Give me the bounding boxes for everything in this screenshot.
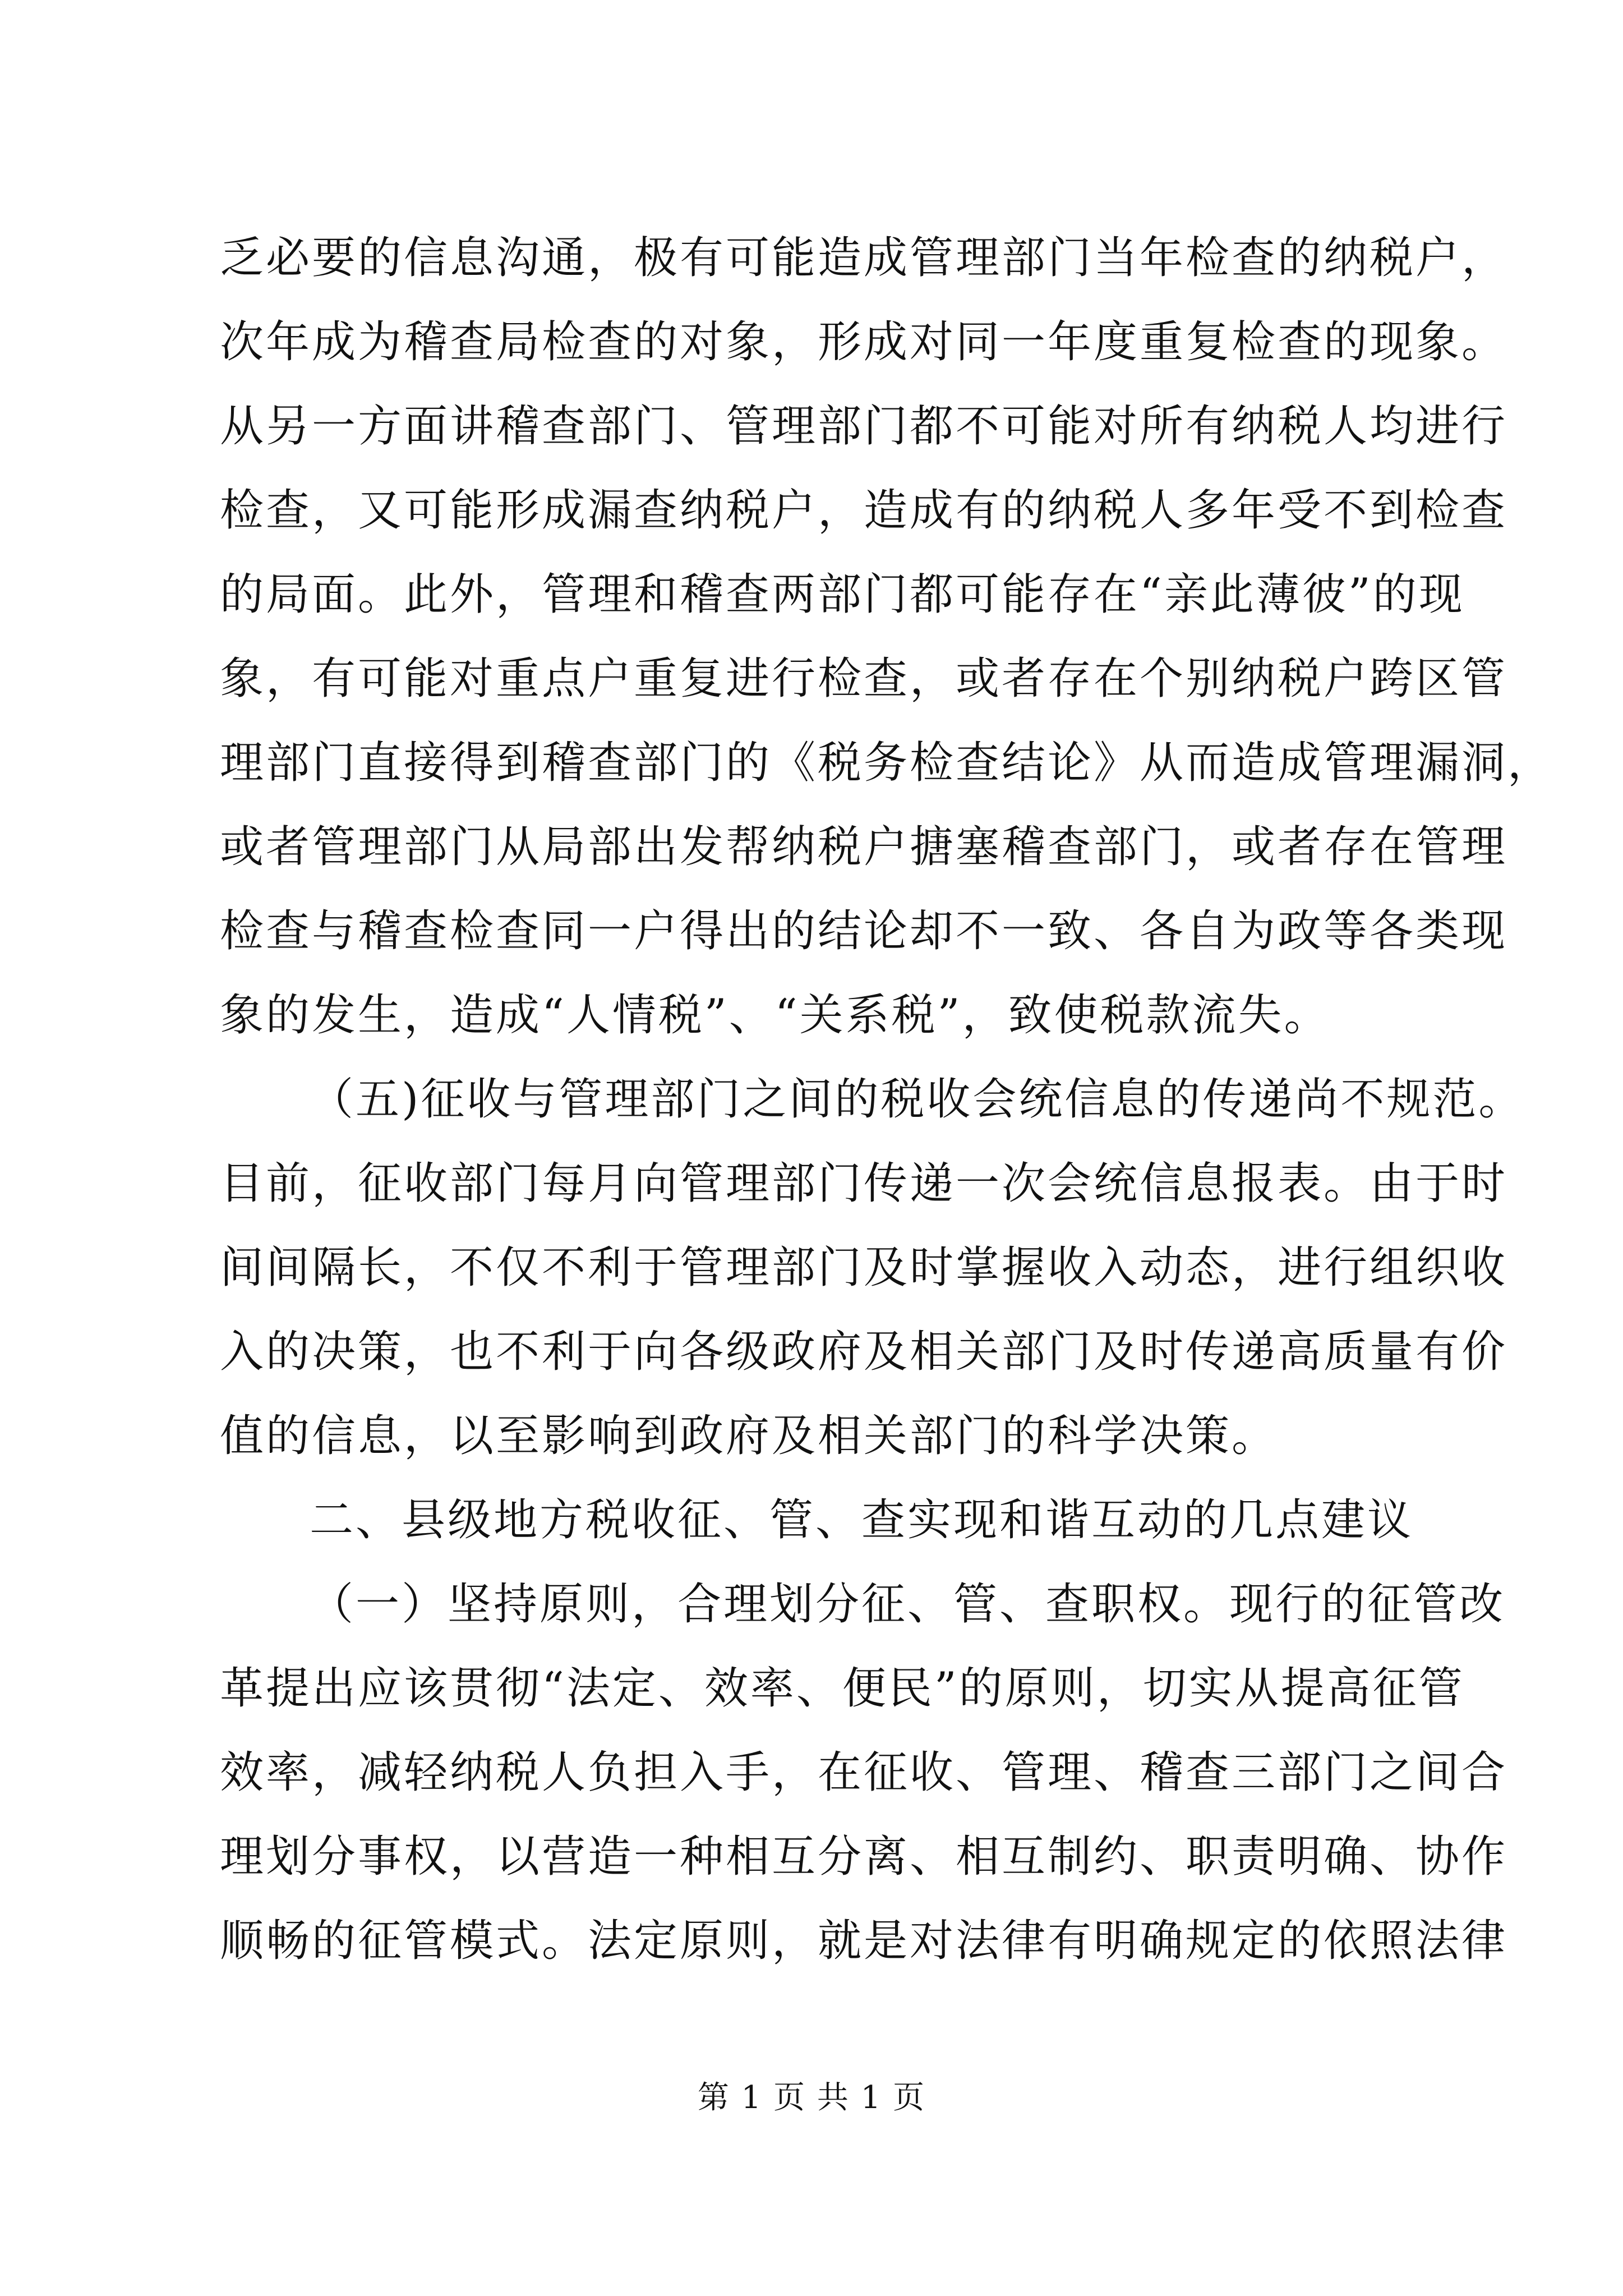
text-line: 象的发生，造成“人情税”、“关系税”，致使税款流失。 <box>220 990 1330 1041</box>
text-line: 革提出应该贯彻“法定、效率、便民”的原则，切实从提高征管 <box>220 1663 1465 1714</box>
paragraph-heading-five: （五)征收与管理部门之间的税收会统信息的传递尚不规范。 <box>310 1074 1525 1125</box>
text-line: 效率，减轻纳税人负担入手，在征收、管理、稽查三部门之间合 <box>220 1747 1508 1798</box>
paragraph-heading-one: （一）坚持原则，合理划分征、管、查职权。现行的征管改 <box>310 1579 1506 1630</box>
text-line: 或者管理部门从局部出发帮纳税户搪塞稽查部门，或者存在管理 <box>220 822 1508 872</box>
text-line: 象，有可能对重点户重复进行检查，或者存在个别纳税户跨区管 <box>220 654 1508 704</box>
text-line: 值的信息，以至影响到政府及相关部门的科学决策。 <box>220 1411 1278 1461</box>
text-line: 入的决策，也不利于向各级政府及相关部门及时传递高质量有价 <box>220 1327 1508 1377</box>
text-line: 检查与稽查检查同一户得出的结论却不一致、各自为政等各类现 <box>220 906 1508 956</box>
text-line: 次年成为稽查局检查的对象，形成对同一年度重复检查的现象。 <box>220 317 1508 367</box>
body-text <box>220 216 1554 1983</box>
section-heading: 二、县级地方税收征、管、查实现和谐互动的几点建议 <box>310 1495 1414 1545</box>
text-line: 乏必要的信息沟通，极有可能造成管理部门当年检查的纳税户， <box>220 233 1508 283</box>
text-line: 间间隔长，不仅不利于管理部门及时掌握收入动态，进行组织收 <box>220 1243 1508 1293</box>
page-number-footer: 第 1 页 共 1 页 <box>697 2079 926 2116</box>
text-line: 的局面。此外，管理和稽查两部门都可能存在“亲此薄彼”的现 <box>220 569 1465 620</box>
text-line: 目前，征收部门每月向管理部门传递一次会统信息报表。由于时 <box>220 1158 1508 1209</box>
text-line: 顺畅的征管模式。法定原则，就是对法律有明确规定的依照法律 <box>220 1916 1508 1966</box>
text-line: 理部门直接得到稽查部门的《税务检查结论》从而造成管理漏洞， <box>220 738 1554 788</box>
text-line: 理划分事权，以营造一种相互分离、相互制约、职责明确、协作 <box>220 1832 1508 1882</box>
text-line: 检查，又可能形成漏查纳税户，造成有的纳税人多年受不到检查 <box>220 485 1508 536</box>
text-line: 从另一方面讲稽查部门、管理部门都不可能对所有纳税人均进行 <box>220 401 1508 452</box>
